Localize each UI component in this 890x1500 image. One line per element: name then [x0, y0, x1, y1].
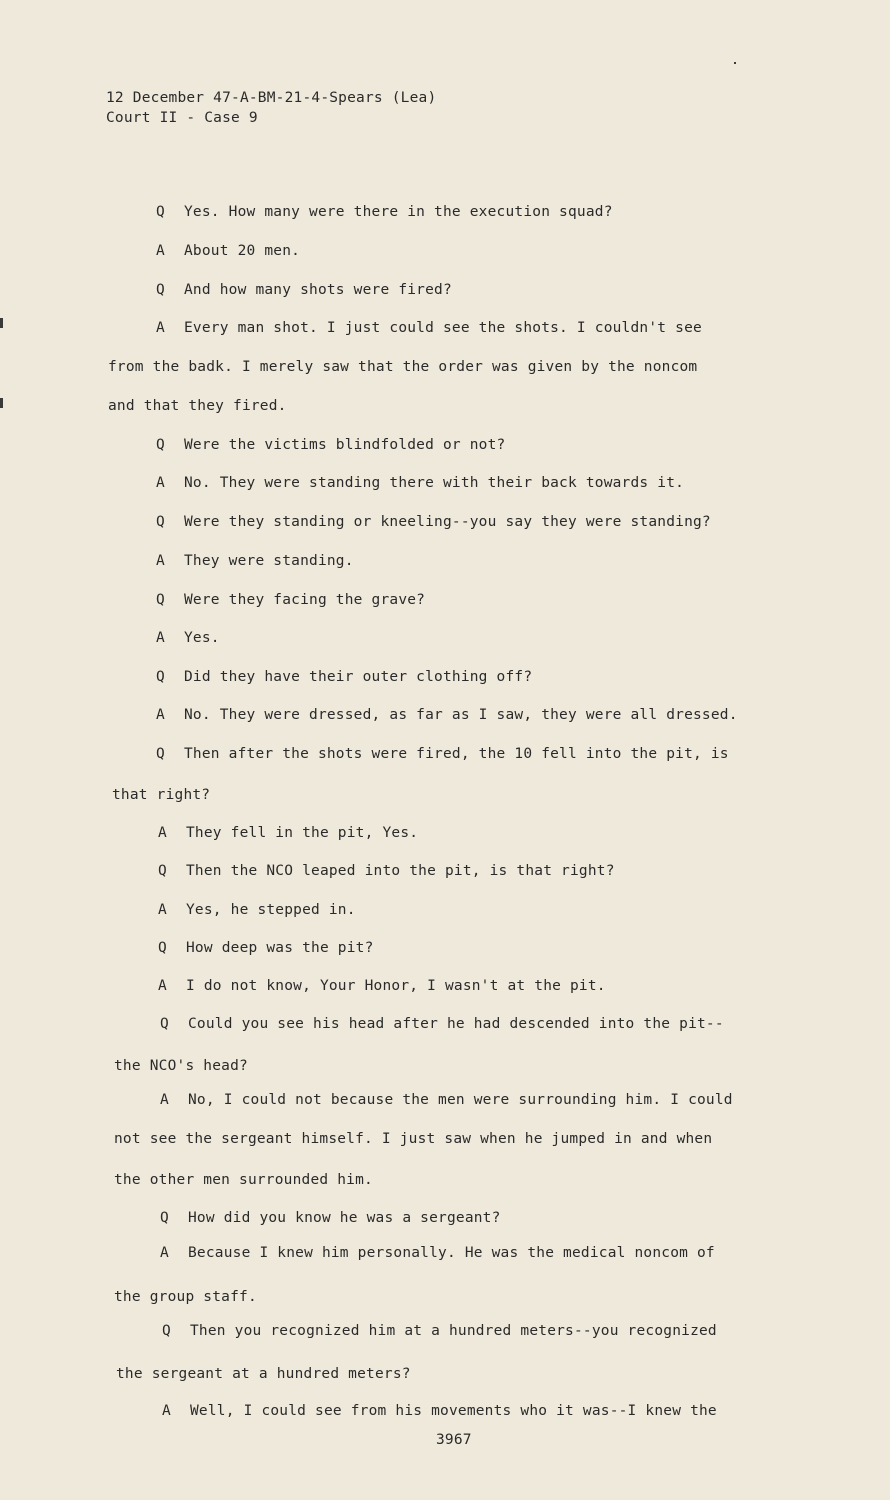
transcript-line [156, 592, 425, 608]
transcript-line [158, 940, 374, 956]
transcript-line [156, 669, 532, 685]
transcript-line [162, 1403, 717, 1419]
binding-mark [0, 318, 3, 328]
line-text: No. They were standing there with their back towards it. [184, 475, 685, 491]
speaker-label: A [156, 553, 165, 569]
speaker-label: Q [156, 669, 165, 685]
line-text: Then after the shots were fired, the 10 fell into the pit, is [184, 746, 729, 762]
header-court-line: Court II - Case 9 [106, 110, 258, 126]
speaker-label: Q [160, 1016, 169, 1032]
line-text: Yes, he stepped in. [186, 902, 356, 918]
line-text: Then you recognized him at a hundred meters--you recognized [190, 1323, 717, 1339]
speaker-label: A [158, 902, 167, 918]
speaker-label: Q [160, 1210, 169, 1226]
speaker-label: A [158, 825, 167, 841]
speck-mark [734, 62, 736, 64]
transcript-line [160, 1245, 715, 1261]
transcript-line [156, 282, 452, 298]
speaker-label: A [162, 1403, 171, 1419]
transcript-line: the NCO's head? [114, 1058, 248, 1074]
speaker-label: A [160, 1092, 169, 1108]
line-text: Yes. [184, 630, 220, 646]
line-text: No, I could not because the men were surrounding him. I could [188, 1092, 733, 1108]
speaker-label: Q [158, 863, 167, 879]
binding-mark [0, 398, 3, 408]
line-text: How deep was the pit? [186, 940, 374, 956]
speaker-label: A [156, 475, 165, 491]
speaker-label: A [156, 630, 165, 646]
transcript-line: from the badk. I merely saw that the order was given by the noncom [108, 359, 698, 375]
transcript-line [156, 320, 702, 336]
transcript-line [158, 902, 356, 918]
speaker-label: Q [156, 746, 165, 762]
speaker-label: Q [156, 282, 165, 298]
transcript-line [156, 437, 505, 453]
transcript-line [160, 1016, 724, 1032]
header-date-line: 12 December 47-A-BM-21-4-Spears (Lea) [106, 90, 437, 106]
speaker-label: A [160, 1245, 169, 1261]
document-header [106, 88, 436, 128]
transcript-line: the group staff. [114, 1289, 257, 1305]
speaker-label: Q [156, 204, 165, 220]
speaker-label: Q [158, 940, 167, 956]
line-text: Then the NCO leaped into the pit, is that right? [186, 863, 615, 879]
transcript-line: the sergeant at a hundred meters? [116, 1366, 411, 1382]
transcript-line: that right? [112, 787, 211, 803]
line-text: Could you see his head after he had descended into the pit-- [188, 1016, 724, 1032]
transcript-line [156, 746, 729, 762]
transcript-line [162, 1323, 717, 1339]
transcript-line [158, 863, 615, 879]
line-text: They were standing. [184, 553, 354, 569]
speaker-label: Q [162, 1323, 171, 1339]
line-text: They fell in the pit, Yes. [186, 825, 419, 841]
line-text: And how many shots were fired? [184, 282, 452, 298]
line-text: No. They were dressed, as far as I saw, they were all dressed. [184, 707, 738, 723]
speaker-label: A [156, 320, 165, 336]
line-text: Every man shot. I just could see the shots. I couldn't see [184, 320, 702, 336]
transcript-line: and that they fired. [108, 398, 287, 414]
speaker-label: A [158, 978, 167, 994]
line-text: I do not know, Your Honor, I wasn't at the pit. [186, 978, 606, 994]
transcript-line [158, 978, 606, 994]
transcript-line [160, 1092, 733, 1108]
line-text: About 20 men. [184, 243, 301, 259]
line-text: Yes. How many were there in the execution squad? [184, 204, 613, 220]
speaker-label: A [156, 707, 165, 723]
transcript-line [156, 630, 220, 646]
transcript-line [156, 514, 711, 530]
line-text: Because I knew him personally. He was the medical noncom of [188, 1245, 715, 1261]
page-number: 3967 [436, 1432, 472, 1448]
speaker-label: Q [156, 514, 165, 530]
transcript-line [156, 204, 613, 220]
line-text: Were they facing the grave? [184, 592, 426, 608]
transcript-line [158, 825, 418, 841]
line-text: Did they have their outer clothing off? [184, 669, 533, 685]
line-text: Were the victims blindfolded or not? [184, 437, 506, 453]
transcript-line [156, 707, 738, 723]
transcript-line [160, 1210, 501, 1226]
transcript-line [156, 475, 684, 491]
transcript-line: not see the sergeant himself. I just saw when he jumped in and when [114, 1131, 713, 1147]
speaker-label: Q [156, 437, 165, 453]
transcript-line [156, 243, 300, 259]
speaker-label: Q [156, 592, 165, 608]
line-text: Well, I could see from his movements who it was--I knew the [190, 1403, 717, 1419]
speaker-label: A [156, 243, 165, 259]
line-text: How did you know he was a sergeant? [188, 1210, 501, 1226]
line-text: Were they standing or kneeling--you say they were standing? [184, 514, 711, 530]
transcript-line: the other men surrounded him. [114, 1172, 373, 1188]
transcript-line [156, 553, 354, 569]
